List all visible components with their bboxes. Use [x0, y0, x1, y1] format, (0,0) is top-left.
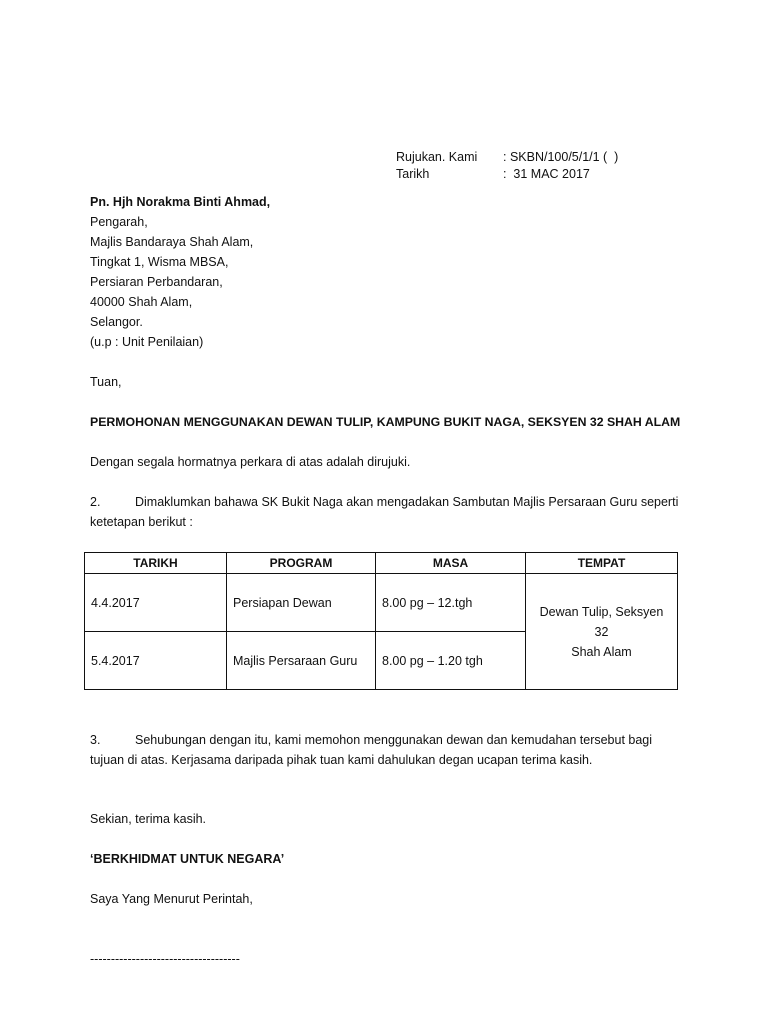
paragraph-3-text: Sehubungan dengan itu, kami memohon menggunakan dewan dan kemudahan tersebut bagi tujuan di atas. Kerjasama daripada pihak tuan kami dahulukan degan ucapan terima kasih.: [90, 733, 653, 767]
recipient-name: Pn. Hjh Norakma Binti Ahmad,: [90, 195, 271, 209]
motto: ‘BERKHIDMAT UNTUK NEGARA’: [90, 852, 285, 866]
address-line: Persiaran Perbandaran,: [90, 275, 223, 289]
address-line: 40000 Shah Alam,: [90, 295, 193, 309]
cell-program: Majlis Persaraan Guru: [227, 632, 376, 690]
closing-text: Sekian, terima kasih.: [90, 812, 207, 826]
cell-date: 4.4.2017: [85, 574, 227, 632]
cell-date: 5.4.2017: [85, 632, 227, 690]
table-header-row: [85, 553, 678, 574]
address-line: Majlis Bandaraya Shah Alam,: [90, 235, 254, 249]
table-row: [85, 574, 678, 632]
schedule-table: [84, 552, 678, 690]
paragraph-2-number: 2.: [90, 495, 101, 509]
signature-line: ------------------------------------: [90, 952, 240, 966]
cell-program: Persiapan Dewan: [227, 574, 376, 632]
address-line: Pengarah,: [90, 215, 148, 229]
date-label: Tarikh: [396, 167, 430, 181]
address-line: (u.p : Unit Penilaian): [90, 335, 204, 349]
cell-time: 8.00 pg – 12.tgh: [376, 574, 526, 632]
address-line: Selangor.: [90, 315, 143, 329]
venue-line: 32: [594, 624, 609, 639]
cell-time: 8.00 pg – 1.20 tgh: [376, 632, 526, 690]
paragraph-1: Dengan segala hormatnya perkara di atas adalah dirujuki.: [90, 455, 411, 469]
venue-line: Shah Alam: [571, 644, 632, 659]
sign-off: Saya Yang Menurut Perintah,: [90, 892, 253, 906]
subject-line: PERMOHONAN MENGGUNAKAN DEWAN TULIP, KAMPUNG BUKIT NAGA, SEKSYEN 32 SHAH ALAM: [90, 415, 681, 429]
reference-value: : SKBN/100/5/1/1 ( ): [503, 150, 619, 164]
header-masa: MASA: [376, 553, 526, 574]
reference-label: Rujukan. Kami: [396, 150, 478, 164]
paragraph-2: [90, 492, 680, 532]
address-line: Tingkat 1, Wisma MBSA,: [90, 255, 229, 269]
cell-venue: [526, 574, 678, 690]
paragraph-3-number: 3.: [90, 733, 101, 747]
paragraph-3: [90, 730, 680, 770]
paragraph-2-text: Dimaklumkan bahawa SK Bukit Naga akan mengadakan Sambutan Majlis Persaraan Guru seperti ketetapan berikut :: [90, 495, 679, 529]
header-program: PROGRAM: [227, 553, 376, 574]
header-tempat: TEMPAT: [526, 553, 678, 574]
salutation: Tuan,: [90, 375, 122, 389]
header-tarikh: TARIKH: [85, 553, 227, 574]
date-value: : 31 MAC 2017: [503, 167, 590, 181]
venue-line: Dewan Tulip, Seksyen: [539, 604, 664, 619]
